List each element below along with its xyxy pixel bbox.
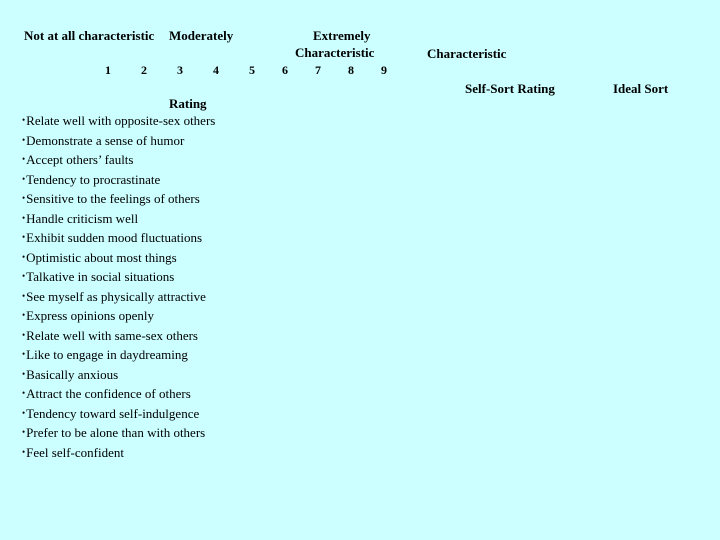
list-item: • Attract the confidence of others (22, 385, 215, 405)
scale-mid-label: Moderately (169, 28, 234, 43)
list-item: • Handle criticism well (22, 210, 215, 230)
scale-number-4: 4 (213, 63, 219, 77)
list-item: • Sensitive to the feelings of others (22, 190, 215, 210)
scale-number-8: 8 (348, 63, 354, 77)
scale-number-5: 5 (249, 63, 255, 77)
list-item: • Accept others’ faults (22, 151, 215, 171)
list-item: • See myself as physically attractive (22, 288, 215, 308)
list-item: • Prefer to be alone than with others (22, 424, 215, 444)
scale-number-2: 2 (141, 63, 147, 77)
list-item: • Relate well with opposite-sex others (22, 112, 215, 132)
scale-number-7: 7 (315, 63, 321, 77)
self-sort-header: Self-Sort Rating (465, 81, 555, 96)
scale-number-3: 3 (177, 63, 183, 77)
list-item: • Demonstrate a sense of humor (22, 132, 215, 152)
list-item: • Exhibit sudden mood fluctuations (22, 229, 215, 249)
list-item: • Tendency to procrastinate (22, 171, 215, 191)
scale-low-label: Not at all characteristic (24, 28, 155, 43)
scale-high-label-line2: Characteristic (295, 45, 375, 60)
list-item: • Optimistic about most things (22, 249, 215, 269)
trait-list (22, 112, 215, 463)
list-item: • Tendency toward self-indulgence (22, 405, 215, 425)
list-item: • Basically anxious (22, 366, 215, 386)
list-item: • Like to engage in daydreaming (22, 346, 215, 366)
scale-number-6: 6 (282, 63, 288, 77)
characteristic-label: Characteristic (427, 46, 507, 61)
list-item: • Talkative in social situations (22, 268, 215, 288)
scale-high-label-line1: Extremely (313, 28, 371, 43)
list-item: • Express opinions openly (22, 307, 215, 327)
scale-number-9: 9 (381, 63, 387, 77)
scale-number-1: 1 (105, 63, 111, 77)
list-item: • Relate well with same-sex others (22, 327, 215, 347)
list-item: • Feel self-confident (22, 444, 215, 464)
rating-header: Rating (169, 96, 207, 111)
ideal-sort-header: Ideal Sort (613, 81, 669, 96)
